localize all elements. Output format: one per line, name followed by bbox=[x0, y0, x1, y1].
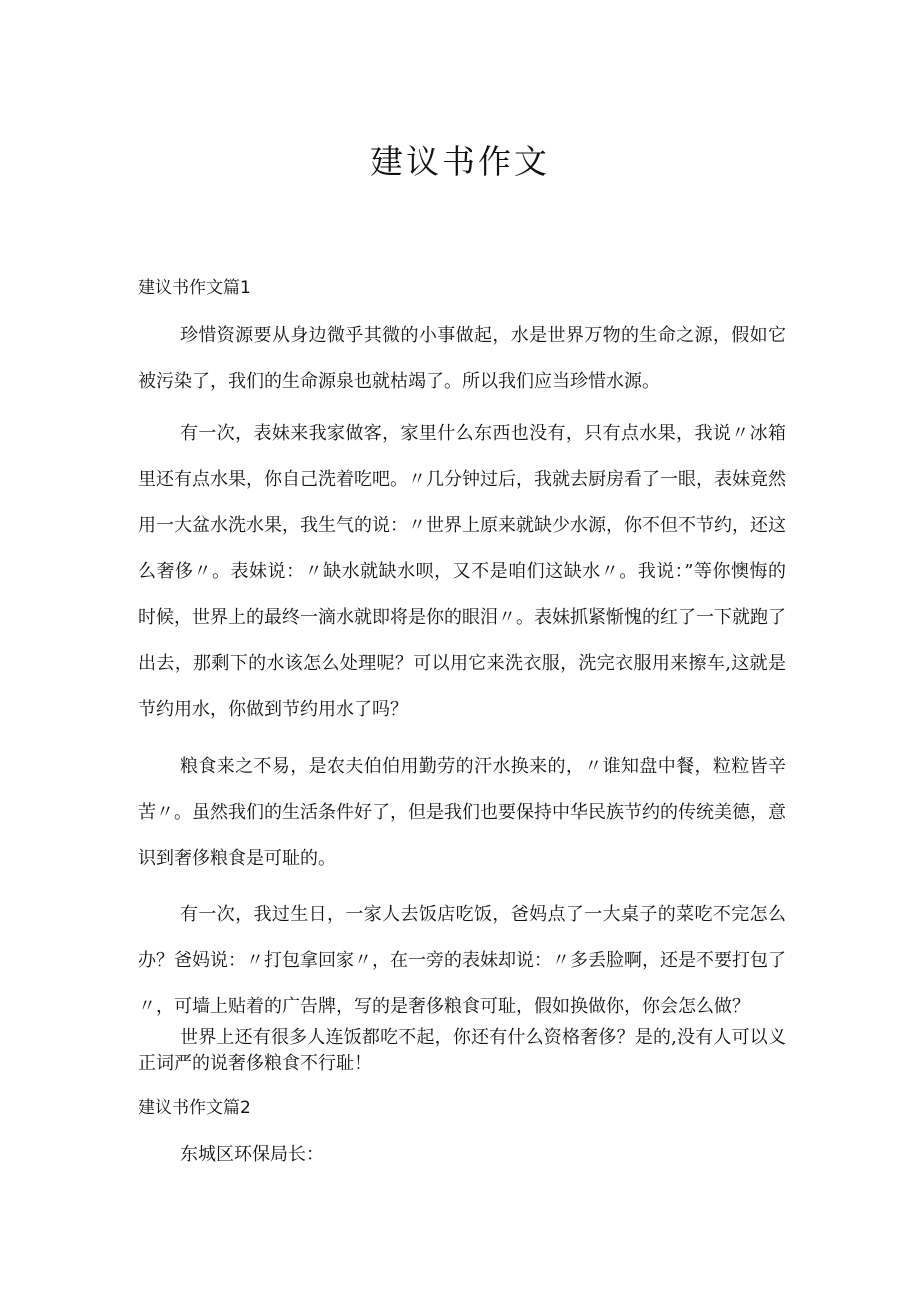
section-heading-1: 建议书作文篇1 bbox=[138, 278, 251, 298]
paragraph-3: 粮食来之不易，是农夫伯伯用勤劳的汗水换来的，〃谁知盘中餐，粒粒皆辛苦〃。虽然我们的生活条件好了，但是我们也要保持中华民族节约的传统美德，意识到奢侈粮食是可耻的。 bbox=[138, 756, 786, 869]
letter-salutation: 东城区环保局长： bbox=[180, 1144, 324, 1165]
section-heading-2: 建议书作文篇2 bbox=[138, 1098, 251, 1118]
paragraph-2: 有一次，表妹来我家做客，家里什么东西也没有，只有点水果，我说〃冰箱里还有点水果，你自己洗着吃吧。〃几分钟过后，我就去厨房看了一眼，表妹竟然用一大盆水洗水果，我生气的说：〃世界上原来就缺少水源，你不但不节约，还这么奢侈〃。表妹说：〃缺水就缺水呗，又不是咱们这缺水〃。我说：”等你懊悔的时候，世界上的最终一滴水就即将是你的眼泪〃。表妹抓紧惭愧的红了一下就跑了出去，那剩下的水该怎么处理呢？可以用它来洗衣服，洗完衣服用来擦车,这就是节约用水，你做到节约用水了吗？ bbox=[138, 423, 786, 720]
paragraph-5: 世界上还有很多人连饭都吃不起，你还有什么资格奢侈？是的,没有人可以义正词严的说奢侈粮食不行耻！ bbox=[138, 1027, 786, 1074]
document-title: 建议书作文 bbox=[370, 142, 550, 181]
paragraph-1: 珍惜资源要从身边微乎其微的小事做起，水是世界万物的生命之源，假如它被污染了，我们的生命源泉也就枯竭了。所以我们应当珍惜水源。 bbox=[138, 325, 786, 392]
paragraph-4: 有一次，我过生日，一家人去饭店吃饭，爸妈点了一大桌子的菜吃不完怎么办？爸妈说：〃打包拿回家〃，在一旁的表妹却说：〃多丢脸啊，还是不要打包了〃，可墙上贴着的广告牌，写的是奢侈粮食可耻，假如换做你，你会怎么做？ bbox=[138, 904, 786, 1017]
